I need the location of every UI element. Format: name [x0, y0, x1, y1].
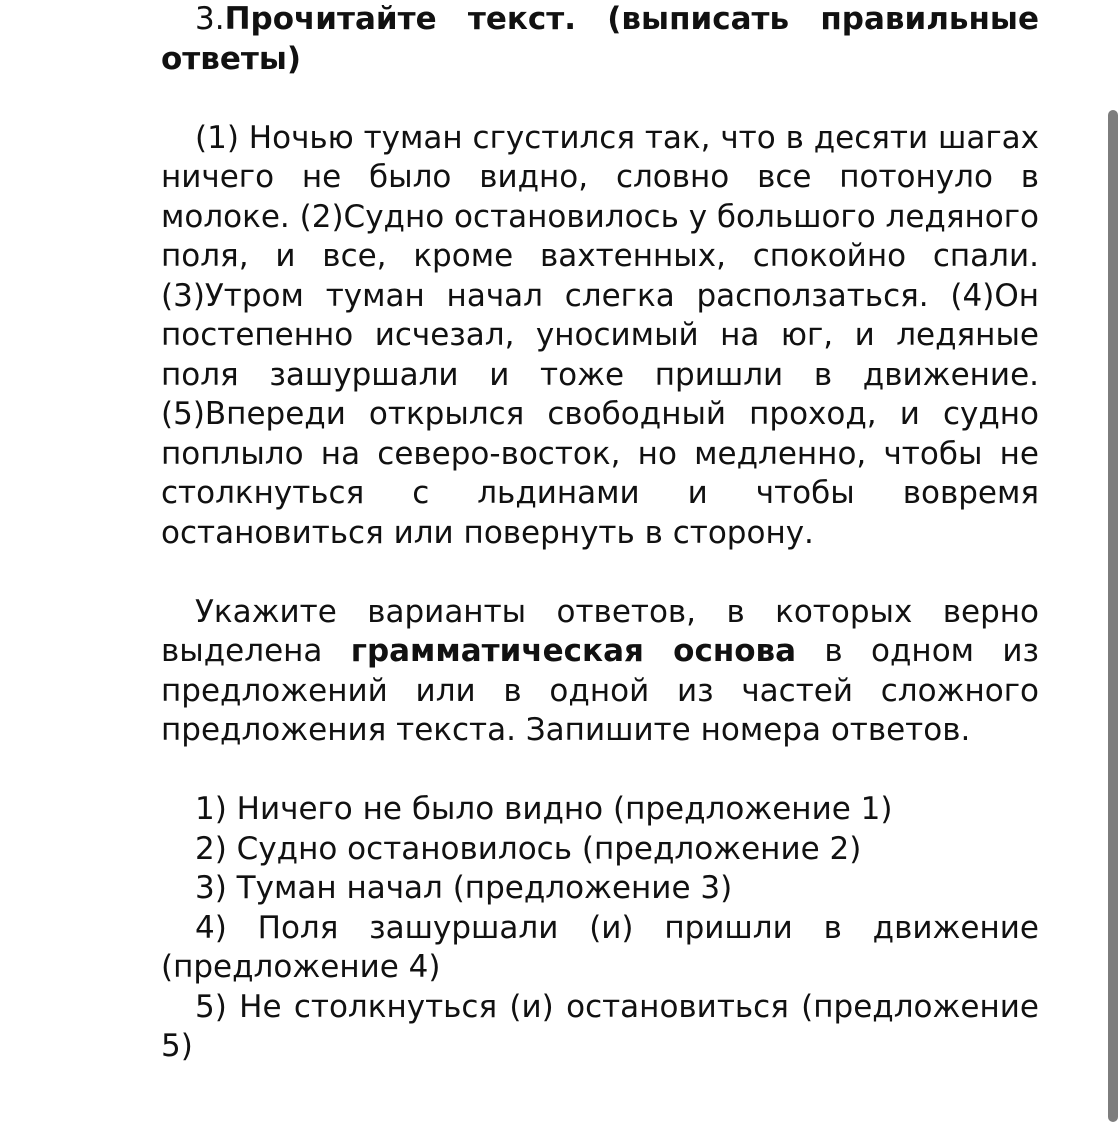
spacer — [161, 553, 1039, 593]
question-text — [161, 593, 1039, 751]
task-title: Прочитайте текст. (выписать правильные ответы) — [161, 1, 1039, 77]
answer-option-2: 2) Судно остановилось (предложение 2) — [195, 830, 862, 867]
question-part-2: в одном из предложений или в одной из частей сложного предложения текста. Запишите номера ответов. — [161, 633, 1040, 748]
answer-option-5: 5) Не столкнуться (и) остановиться (предложение 5) — [161, 988, 1039, 1064]
answer-list — [161, 790, 1039, 1067]
vertical-scrollbar[interactable] — [1108, 110, 1118, 1122]
answer-option-1: 1) Ничего не было видно (предложение 1) — [195, 791, 893, 827]
document-page — [161, 0, 1039, 1067]
answer-option-4: 4) Поля зашуршали (и) пришли в движение (предложение 4) — [161, 909, 1039, 985]
question-bold-term: грамматическая основа — [350, 633, 797, 669]
task-heading — [161, 0, 1039, 79]
spacer — [161, 79, 1039, 119]
question-part-1: Укажите варианты ответов, в которых верно выделена — [161, 593, 1039, 669]
answer-option-3: 3) Туман начал (предложение 3) — [195, 870, 733, 906]
reading-text: (1) Ночью туман сгустился так, что в десяти шагах ничего не было видно, словно все потонуло в молоке. (2)Судно остановилось у большого ледяного поля, и все, кроме вахтенных, спокойно спали. (3)Утром туман начал слегка расползаться. (4)Он постепенно исчезал, уносимый на юг, и ледяные поля зашуршали и тоже пришли в движение. (5)Впереди открылся свободный проход, и судно поплыло на северо-восток, но медленно, чтобы не столкнуться с льдинами и чтобы вовремя остановиться или повернуть в сторону. — [161, 119, 1039, 551]
spacer — [161, 751, 1039, 791]
task-number: 3. — [195, 1, 225, 37]
